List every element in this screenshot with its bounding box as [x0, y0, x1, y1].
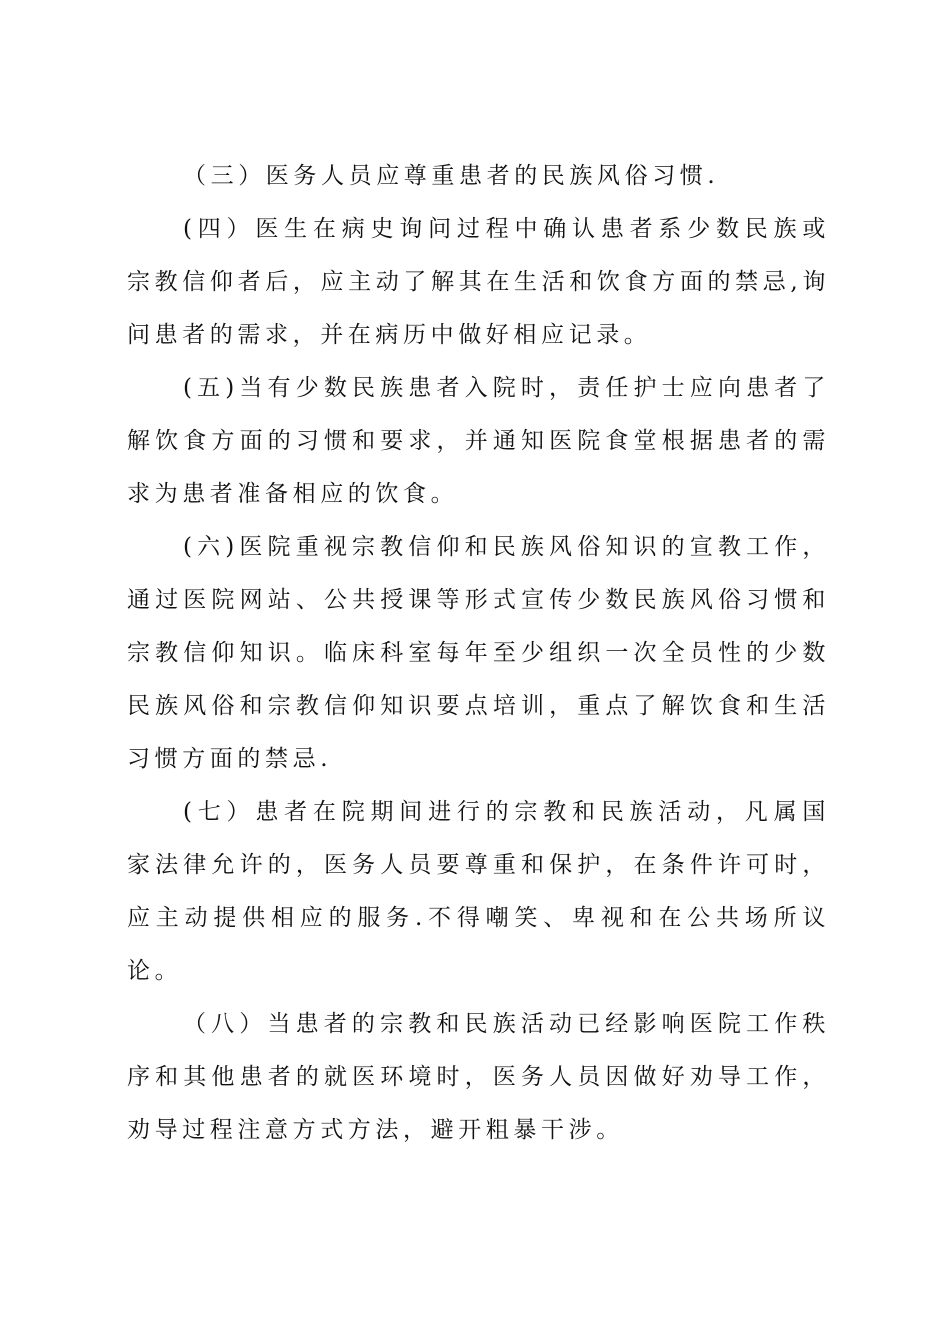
paragraph-8: （八）当患者的宗教和民族活动已经影响医院工作秩序和其他患者的就医环境时，医务人员因做好劝导工作，劝导过程注意方式方法，避开粗暴干涉。 — [127, 1011, 830, 1143]
document-body — [127, 150, 830, 1157]
paragraph-3: （三）医务人员应尊重患者的民族风俗习惯. — [183, 163, 720, 189]
paragraph-7: (七）患者在院期间进行的宗教和民族活动，凡属国家法律允许的，医务人员要尊重和保护，在条件许可时，应主动提供相应的服务.不得嘲笑、卑视和在公共场所议论。 — [127, 799, 830, 984]
paragraph-6: (六)医院重视宗教信仰和民族风俗知识的宣教工作，通过医院网站、公共授课等形式宣传少数民族风俗习惯和宗教信仰知识。临床科室每年至少组织一次全员性的少数民族风俗和宗教信仰知识要点培训，重点了解饮食和生活习惯方面的禁忌. — [127, 534, 830, 772]
paragraph-5: (五)当有少数民族患者入院时，责任护士应向患者了解饮食方面的习惯和要求，并通知医院食堂根据患者的需求为患者准备相应的饮食。 — [127, 375, 830, 507]
paragraph-4: (四）医生在病史询问过程中确认患者系少数民族或宗教信仰者后，应主动了解其在生活和饮食方面的禁忌,询问患者的需求，并在病历中做好相应记录。 — [127, 216, 830, 348]
